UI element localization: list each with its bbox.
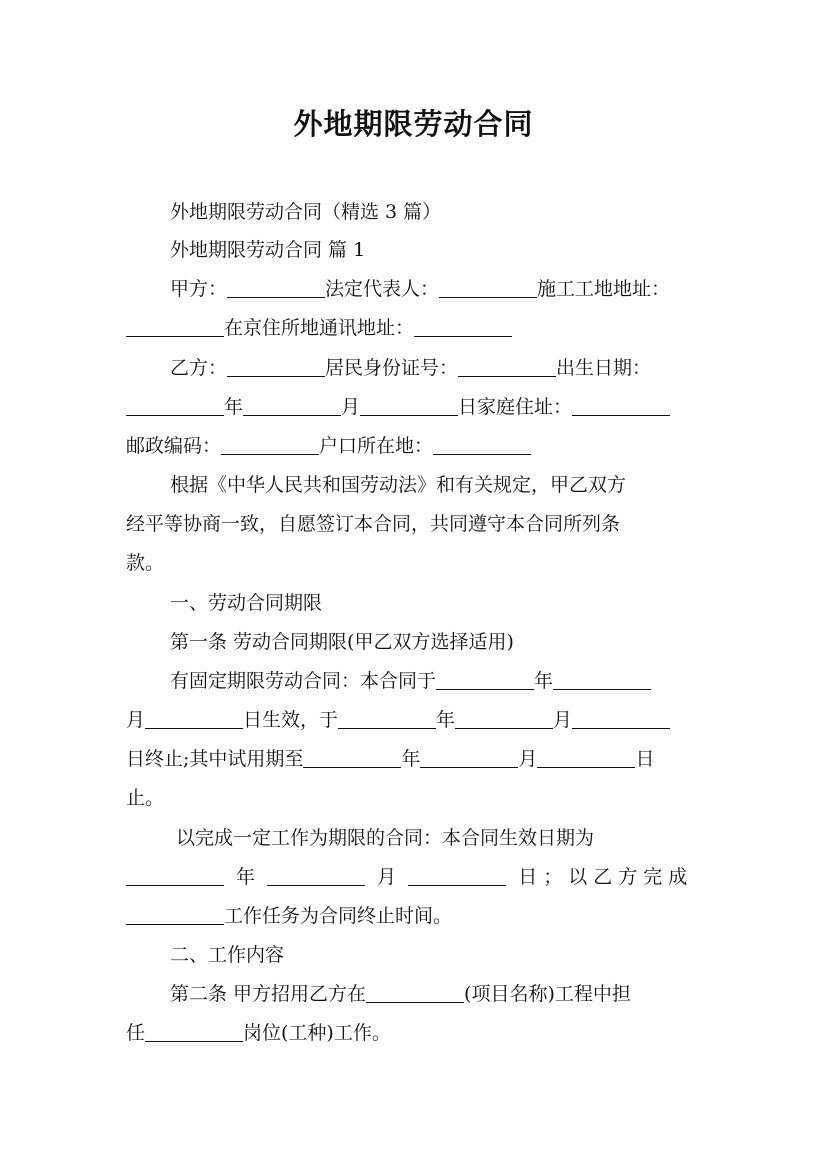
- blank-field: [227, 356, 325, 377]
- document-title: 外地期限劳动合同: [293, 107, 534, 141]
- blank-field: [126, 316, 224, 337]
- intro-line-3: 款。: [126, 552, 165, 574]
- blank-field: [366, 982, 464, 1003]
- fixed-term-line-1: 有固定期限劳动合同：本合同于 年: [170, 666, 702, 696]
- task-term-line-3: 工作任务为合同终止时间。: [126, 901, 702, 931]
- fixed-term-line-2: 月 日生效，于 年 月: [126, 705, 702, 735]
- blank-field: [360, 395, 458, 416]
- blank-field: [145, 1021, 243, 1042]
- party-a-line-2: 在京住所地通讯地址：: [126, 313, 702, 343]
- blank-field: [408, 865, 506, 886]
- party-b-line-3: 邮政编码： 户口所在地：: [126, 431, 702, 461]
- section-2-heading: 二、工作内容: [170, 944, 285, 966]
- blank-field: [145, 708, 243, 729]
- blank-field: [243, 395, 341, 416]
- blank-field: [267, 865, 365, 886]
- fixed-term-line-3: 日终止;其中试用期至 年 月 日: [126, 748, 655, 770]
- article-1-heading: 第一条 劳动合同期限(甲乙双方选择适用): [170, 631, 514, 653]
- blank-field: [126, 395, 224, 416]
- intro-line-2: 经平等协商一致，自愿签订本合同，共同遵守本合同所列条: [126, 513, 621, 535]
- blank-field: [414, 316, 512, 337]
- blank-field: [572, 395, 670, 416]
- subtitle: 外地期限劳动合同（精选 3 篇）: [170, 201, 442, 223]
- section-1-heading: 一、劳动合同期限: [170, 592, 323, 614]
- blank-field: [572, 708, 670, 729]
- intro-line-1: 根据《中华人民共和国劳动法》和有关规定，甲乙双方: [170, 474, 627, 496]
- blank-field: [303, 747, 401, 768]
- blank-field: [338, 708, 436, 729]
- blank-field: [126, 904, 224, 925]
- blank-field: [433, 434, 531, 455]
- section-title: 外地期限劳动合同 篇 1: [170, 239, 366, 261]
- blank-field: [420, 747, 518, 768]
- blank-field: [227, 277, 325, 298]
- blank-field: [221, 434, 319, 455]
- blank-field: [455, 708, 553, 729]
- blank-field: [439, 277, 537, 298]
- fixed-term-line-4: 止。: [126, 787, 165, 809]
- article-2-line-1: 第二条 甲方招用乙方在 (项目名称)工程中担: [170, 983, 631, 1005]
- task-term-line-1: 以完成一定工作为期限的合同：本合同生效日期为: [176, 827, 595, 849]
- article-2-line-2: 任 岗位(工种)工作。: [126, 1022, 391, 1044]
- party-a-line-1: 甲方： 法定代表人： 施工工地地址：: [170, 278, 671, 300]
- party-b-line-1: 乙方： 居民身份证号： 出生日期：: [170, 357, 652, 379]
- task-term-line-2: 年 月 日；以乙方完成: [126, 862, 702, 892]
- blank-field: [458, 356, 556, 377]
- blank-field: [553, 669, 651, 690]
- party-b-line-2: 年 月 日家庭住址：: [126, 392, 702, 422]
- blank-field: [537, 747, 635, 768]
- blank-field: [126, 865, 224, 886]
- blank-field: [436, 669, 534, 690]
